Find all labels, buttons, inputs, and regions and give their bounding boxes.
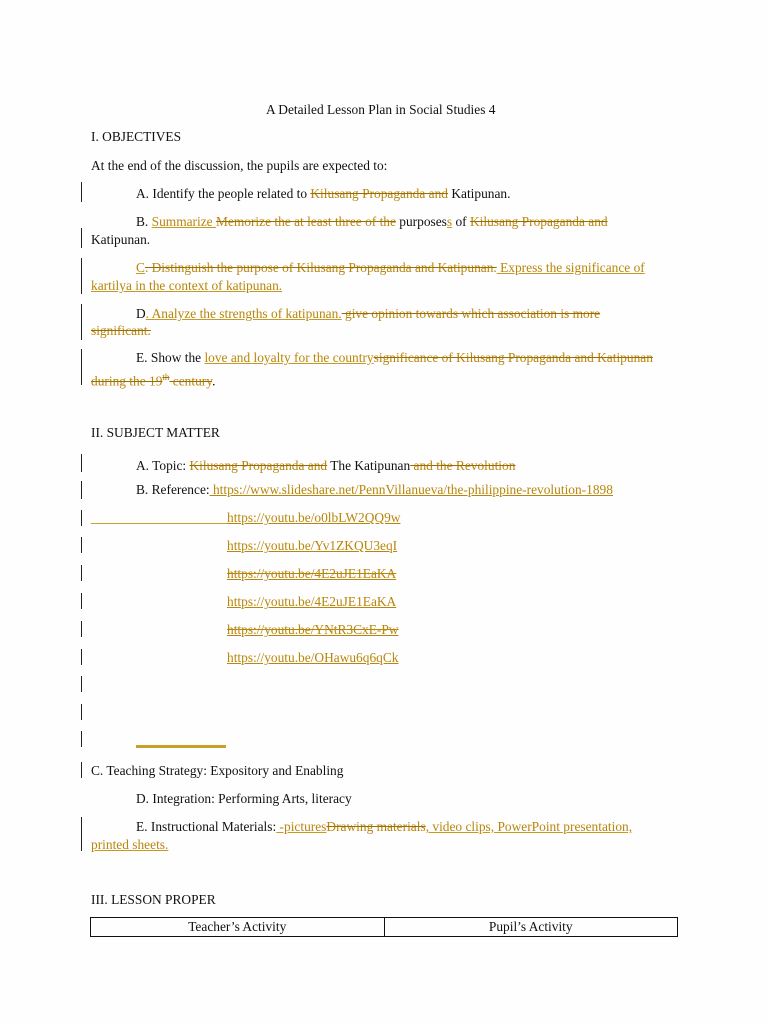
change-bar [81,454,82,472]
topic-deleted-2: and the Revolution [410,458,516,473]
youtube-link-5-text[interactable]: https://youtu.be/YNtR3CxE-Pw [227,622,399,637]
objective-e-deleted-2b: century [169,373,213,389]
youtube-link-3[interactable] [227,565,396,583]
instructional-materials [136,818,632,836]
objective-b-prefix: B. [136,214,152,229]
topic-label: A. Topic: [136,458,190,473]
document-title: A Detailed Lesson Plan in Social Studies 4 [266,102,496,117]
topic-deleted-1: Kilusang Propaganda and [189,458,328,473]
objective-e-prefix: E. Show the [136,350,205,365]
objective-e-end: . [212,373,216,389]
objective-e-superscript: th [162,372,170,382]
objective-d-inserted: . Analyze the strengths of katipunan. [145,306,342,321]
youtube-link-1[interactable] [227,509,400,527]
change-bar [81,349,82,385]
youtube-link-3-text[interactable]: https://youtu.be/4E2uJE1EaKA [227,566,397,581]
pupil-activity-header: Pupil’s Activity [384,918,678,937]
materials-label: E. Instructional Materials: [136,819,277,834]
teacher-activity-header: Teacher’s Activity [91,918,385,937]
change-bar [81,510,82,526]
change-bar [81,621,82,637]
objective-d-line2 [91,322,151,340]
materials-inserted-3: printed sheets. [91,837,169,852]
materials-inserted-1: -pictures [276,819,327,834]
objective-a-deleted: Kilusang Propaganda and [310,186,448,201]
objective-b-inserted-s: s [446,214,453,229]
materials-inserted-2: , video clips, PowerPoint presentation, [425,819,633,834]
change-bar [81,565,82,581]
reference-link[interactable]: https://www.slideshare.net/PennVillanueva/the-philippine-revolution-1898 [209,482,613,497]
youtube-link-6[interactable] [227,649,398,667]
objective-b [136,213,608,231]
youtube-link-2[interactable] [227,537,397,555]
reference-label: B. Reference: [136,482,210,497]
change-bar [81,304,82,340]
objective-b-deleted: Memorize the at least three of the [215,214,396,229]
objective-a-suffix: Katipunan. [448,186,511,201]
youtube-link-1-text[interactable]: https://youtu.be/o0lbLW2QQ9w [227,510,401,525]
objective-e [136,349,653,367]
subject-matter-heading: II. SUBJECT MATTER [91,425,220,440]
activity-table [90,917,678,937]
change-bar [81,537,82,553]
lesson-proper-heading: III. LESSON PROPER [91,892,216,907]
objective-c-line2 [91,277,282,295]
youtube-link-6-text[interactable]: https://youtu.be/OHawu6q6qCk [227,650,399,665]
objective-e-line2 [91,368,215,390]
objective-c [136,259,645,277]
instructional-materials-line2 [91,836,168,854]
objective-a-prefix: A. Identify the people related to [136,186,311,201]
youtube-link-5[interactable] [227,621,398,639]
objective-b-inserted: Summarize [151,214,216,229]
teaching-strategy: C. Teaching Strategy: Expository and Enabling [91,763,344,778]
objective-a [136,185,510,203]
objective-b-line2: Katipunan. [91,232,151,247]
reference-line [136,481,613,499]
objective-d-deleted: give opinion towards which association is more [341,306,601,321]
objective-b-of: of [452,214,470,229]
change-bar [81,762,82,778]
objective-e-inserted: love and loyalty for the country [204,350,374,365]
change-bar [81,704,82,720]
change-bar [81,731,82,747]
youtube-link-4[interactable] [227,593,396,611]
change-bar [81,182,82,202]
change-bar [81,676,82,692]
change-bar [81,258,82,294]
integration: D. Integration: Performing Arts, literacy [136,791,352,806]
objective-d-prefix: D [136,306,146,321]
table-header-row [91,918,678,937]
inserted-tab-underline [91,523,227,524]
materials-deleted: Drawing materials [326,819,426,834]
objective-d-deleted-2: significant. [91,323,151,338]
change-bar [81,817,82,851]
inserted-rule [136,745,226,748]
youtube-link-2-text[interactable]: https://youtu.be/Yv1ZKQU3eqI [227,538,398,553]
topic-line [136,457,515,475]
topic-main: The Katipunan [327,458,411,473]
objective-e-deleted: significance of Kilusang Propaganda and Katipunan [373,350,653,365]
change-bar [81,593,82,609]
objective-b-deleted-2: Kilusang Propaganda and [469,214,608,229]
objective-c-inserted-2: kartilya in the context of katipunan. [91,278,283,293]
objective-c-deleted: . Distinguish the purpose of Kilusang Propaganda and Katipunan. [144,260,497,275]
objectives-heading: I. OBJECTIVES [91,129,182,144]
change-bar [81,481,82,499]
objective-d [136,305,600,323]
change-bar [81,649,82,665]
objective-c-prefix: C [136,260,145,275]
objectives-intro: At the end of the discussion, the pupils are expected to: [91,158,388,173]
objective-b-mid: purposes [395,214,447,229]
objective-e-deleted-2a: during the 19 [91,373,163,389]
youtube-link-4-text[interactable]: https://youtu.be/4E2uJE1EaKA [227,594,397,609]
change-bar [81,228,82,248]
objective-c-inserted: Express the significance of [496,260,645,275]
